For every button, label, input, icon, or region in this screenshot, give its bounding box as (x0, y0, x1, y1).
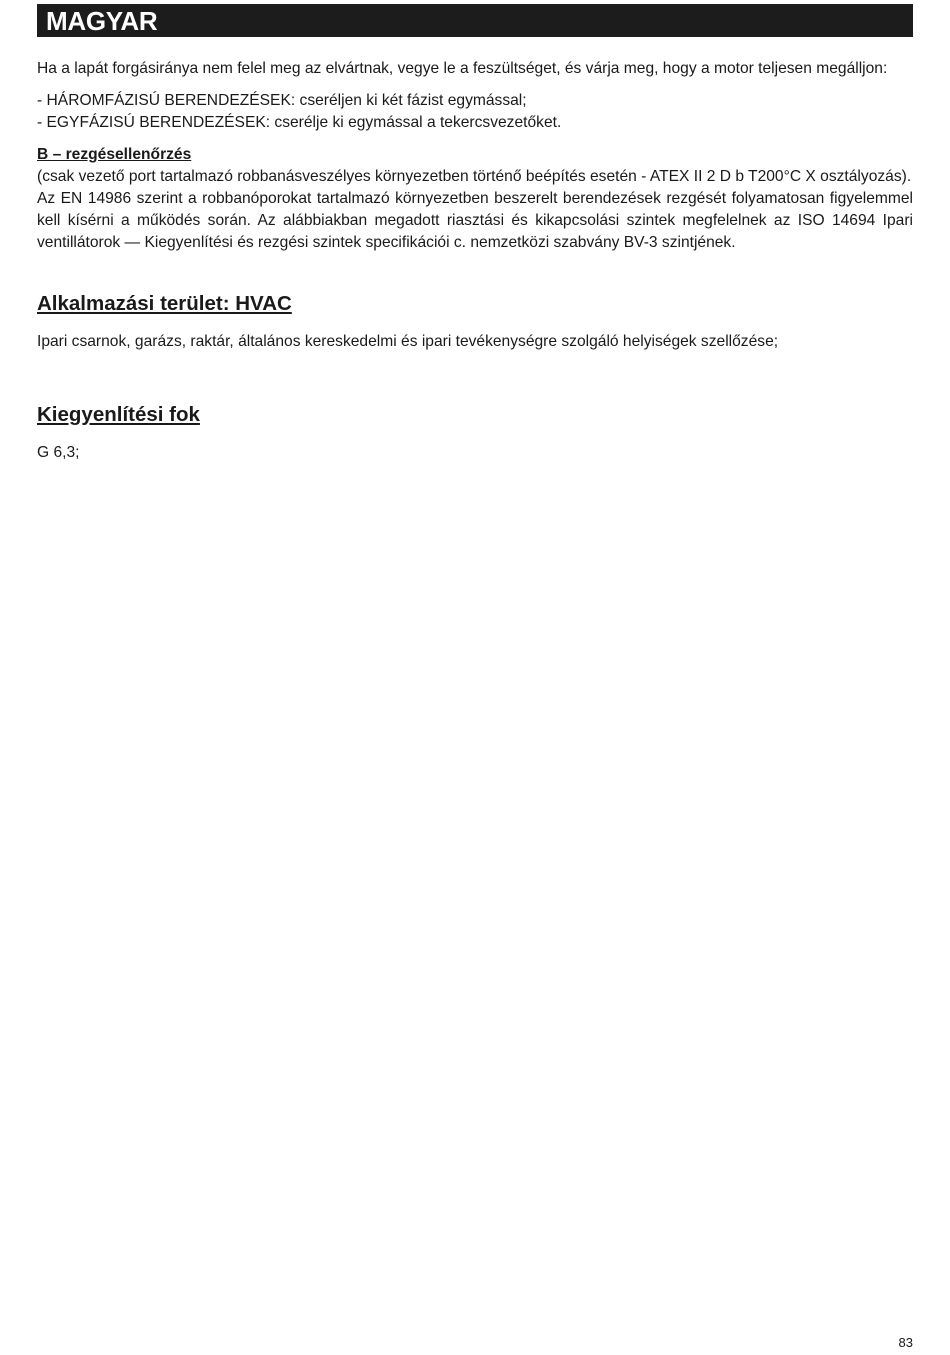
balancing-heading: Kiegyenlítési fok (37, 403, 200, 426)
section-b-title: B – rezgésellenőrzés (37, 146, 192, 163)
document-page (37, 4, 913, 464)
application-heading: Alkalmazási terület: HVAC (37, 292, 292, 315)
page-number: 83 (898, 1335, 913, 1350)
list-item-single-phase: - EGYFÁZISÚ BERENDEZÉSEK: cserélje ki egymással a tekercsvezetőket. (37, 114, 562, 131)
section-b-body: Az EN 14986 szerint a robbanóporokat tartalmazó környezetben beszerelt berendezések rezgését folyamatosan figyelemmel kell kísérni a működés során. Az alábbiakban megadott riasztási és kikapcsolási szintek megfelelnek az ISO 14694 Ipari ventillátorok — Kiegyenlítési és rezgési szintek specifikációi c. nemzetközi szabvány BV-3 szintjének. (37, 190, 913, 251)
intro-paragraph: Ha a lapát forgásiránya nem felel meg az elvártnak, vegye le a feszültséget, és várja meg, hogy a motor teljesen megálljon: (37, 60, 888, 77)
application-paragraph: Ipari csarnok, garázs, raktár, általános kereskedelmi és ipari tevékenységre szolgáló helyiségek szellőzése; (37, 333, 779, 350)
section-vibration-check (37, 144, 913, 254)
list-item-three-phase: - HÁROMFÁZISÚ BERENDEZÉSEK: cseréljen ki két fázist egymással; (37, 92, 527, 109)
balancing-paragraph: G 6,3; (37, 444, 80, 461)
wiring-instructions-list (37, 90, 913, 134)
section-b-note: (csak vezető port tartalmazó robbanásveszélyes környezetben történő beépítés esetén - ATEX II 2 D b T200°C X osztályozás). (37, 168, 912, 185)
language-header: MAGYAR (37, 4, 913, 37)
